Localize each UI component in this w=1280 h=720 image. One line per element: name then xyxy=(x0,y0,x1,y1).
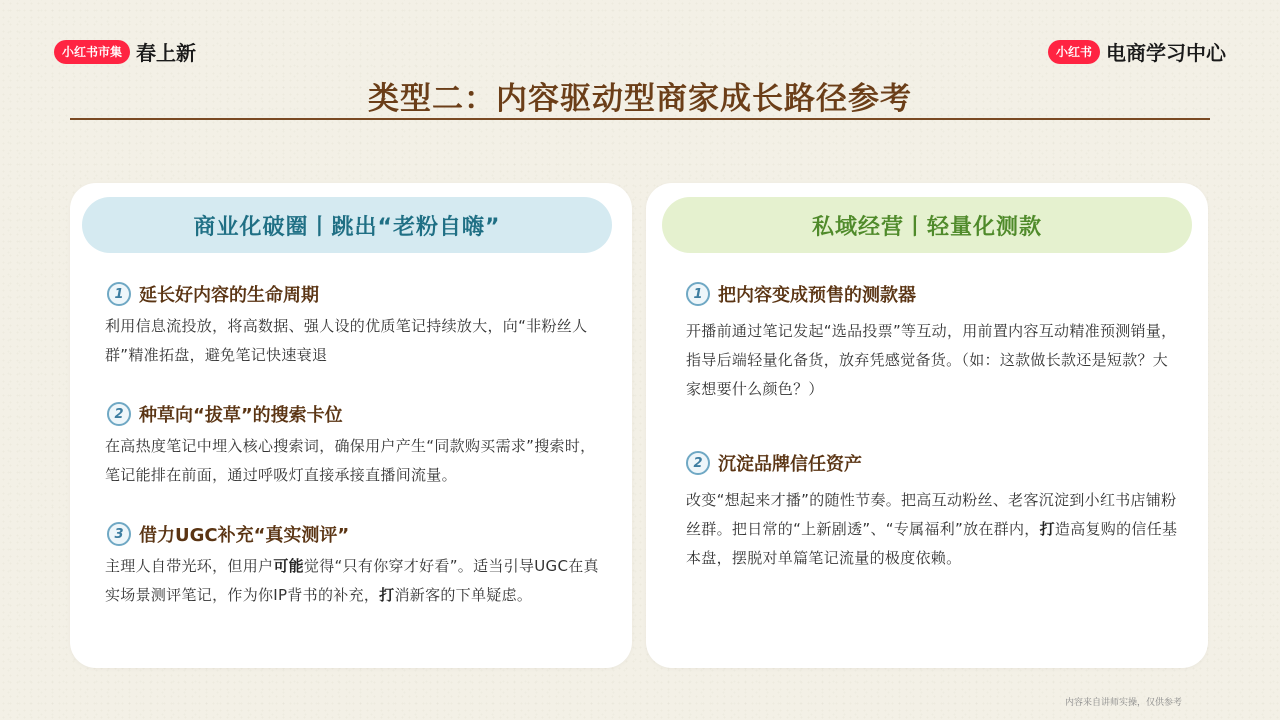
item-body: 利用信息流投放，将高数据、强人设的优质笔记持续放大，向“非粉丝人群”精准拓盘，避免笔记快速衰退 xyxy=(105,317,588,364)
item-body: 开播前通过笔记发起“选品投票”等互动，用前置内容互动精准预测销量，指导后端轻量化备货，放弃凭感觉备货。（如：这款做长款还是短款？大家想要什么颜色？） xyxy=(686,322,1177,398)
page-title: 类型二：内容驱动型商家成长路径参考 xyxy=(368,81,912,117)
left-item-3 xyxy=(107,520,606,610)
footnote: 内容来自讲师实操，仅供参考 xyxy=(1064,698,1182,708)
number-one-icon: 1 xyxy=(107,282,131,306)
item-body xyxy=(686,486,1182,573)
body-text: 造高复购的信任基本盘，摆脱对单篇笔记流量的极度依赖。 xyxy=(686,520,1178,567)
right-logo xyxy=(1048,37,1226,66)
title-divider xyxy=(70,118,1210,120)
item-title: 借力UGC补充“真实测评” xyxy=(139,525,350,546)
learning-center-label: 电商学习中心 xyxy=(1106,41,1226,65)
body-text: 觉得“只有你穿才好看”。适当引导UGC在真实场景测评笔记，作为你IP背书的补充， xyxy=(105,557,599,604)
item-title: 把内容变成预售的测款器 xyxy=(718,285,916,306)
private-domain-card-header: 私域经营丨轻量化测款 xyxy=(662,197,1192,253)
body-text: 主理人自带光环，但用户 xyxy=(105,557,274,575)
commercial-card-header: 商业化破圈丨跳出“老粉自嗨” xyxy=(82,197,612,253)
left-logo xyxy=(54,37,196,66)
body-bold-text: 打 xyxy=(1039,520,1055,538)
item-body: 在高热度笔记中埋入核心搜索词，确保用户产生“同款购买需求”搜索时，笔记能排在前面，通过呼吸灯直接承接直播间流量。 xyxy=(105,437,596,484)
item-title: 沉淀品牌信任资产 xyxy=(718,454,862,475)
left-item-2 xyxy=(107,400,606,490)
number-one-icon: 1 xyxy=(686,282,710,306)
item-title: 延长好内容的生命周期 xyxy=(139,285,319,306)
number-three-icon: 3 xyxy=(107,522,131,546)
body-bold-text: 打 xyxy=(379,586,395,604)
right-item-2 xyxy=(686,449,1182,573)
xhs-badge: 小红书 xyxy=(1048,40,1100,64)
left-item-1 xyxy=(107,280,606,370)
item-body xyxy=(105,552,606,610)
right-item-1 xyxy=(686,280,1182,404)
commercial-card xyxy=(70,183,632,668)
number-two-icon: 2 xyxy=(686,451,710,475)
body-bold-text: 可能 xyxy=(273,557,304,575)
item-title: 种草向“拔草”的搜索卡位 xyxy=(139,405,343,426)
body-text: 消新客的下单疑虑。 xyxy=(394,586,533,604)
spring-new-label: 春上新 xyxy=(136,41,197,65)
private-domain-card xyxy=(646,183,1208,668)
number-two-icon: 2 xyxy=(107,402,131,426)
body-text: 改变“想起来才播”的随性节奏。把高互动粉丝、老客沉淀到小红书店铺粉丝群。把日常的“上新剧透”、“专属福利”放在群内， xyxy=(686,491,1177,538)
xhs-market-badge: 小红书市集 xyxy=(54,40,130,64)
